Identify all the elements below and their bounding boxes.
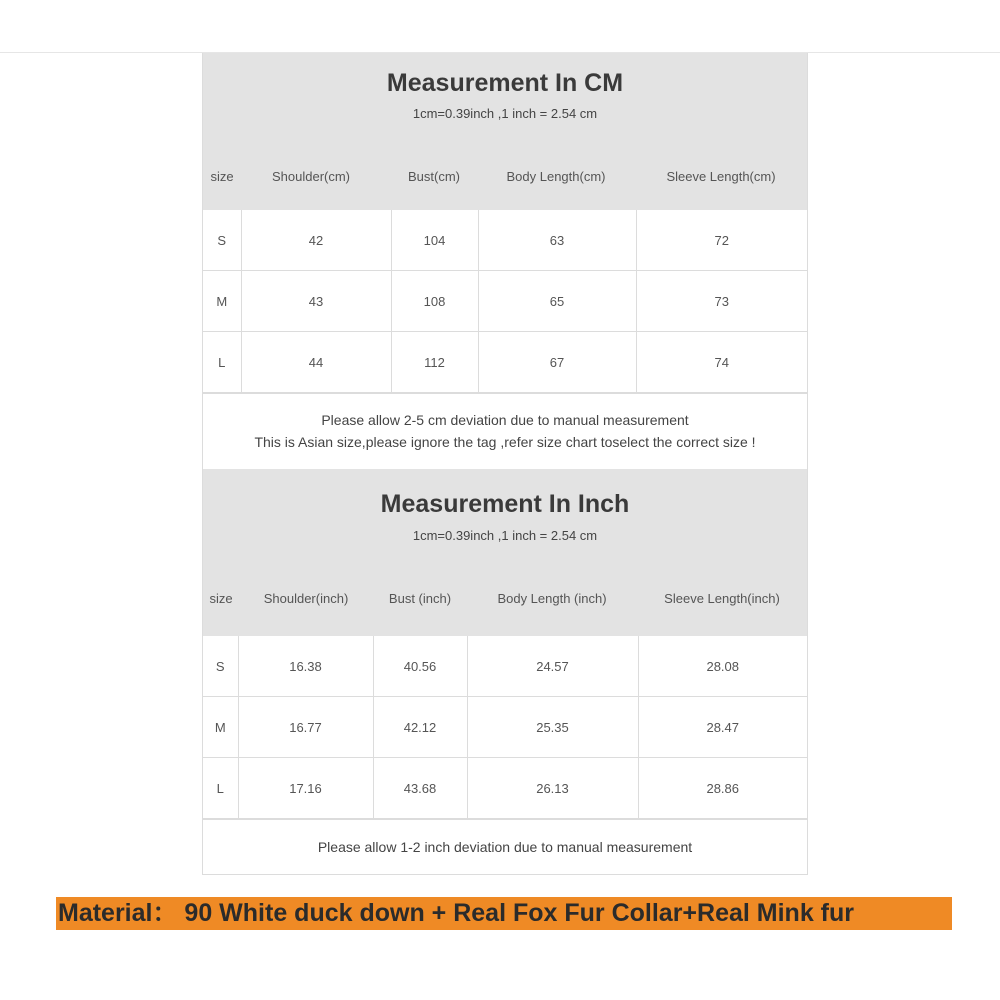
cm-header-size: size [210,169,234,184]
shoulder-cell: 17.16 [238,758,373,819]
cm-header [203,53,807,210]
size-cell: L [203,758,238,819]
sleeve-length-cell: 28.86 [638,758,807,819]
inch-title: Measurement In Inch [380,490,630,518]
bust-cell: 112 [391,332,478,393]
sleeve-length-cell: 72 [636,210,807,271]
cm-conversion: 1cm=0.39inch ,1 inch = 2.54 cm [412,106,598,121]
material-banner: Material： 90 White duck down + Real Fox Fur Collar+Real Mink fur [56,897,952,930]
sleeve-length-cell: 28.08 [638,636,807,697]
cm-note-line: This is Asian size,please ignore the tag ,refer size chart toselect the correct size ! [254,434,756,450]
inch-header-body-length: Body Length (inch) [497,591,607,606]
size-cell: L [203,332,241,393]
size-cell: S [203,210,241,271]
inch-note-line: Please allow 1-2 inch deviation due to manual measurement [317,839,693,855]
bust-cell: 104 [391,210,478,271]
bust-cell: 40.56 [373,636,467,697]
inch-header [203,469,807,636]
cm-header-body-length: Body Length(cm) [506,169,606,184]
cm-header-sleeve-length: Sleeve Length(cm) [666,169,776,184]
table-row [203,636,807,697]
shoulder-cell: 16.38 [238,636,373,697]
inch-column-headers [203,591,807,611]
size-cell: S [203,636,238,697]
body-length-cell: 25.35 [467,697,638,758]
body-length-cell: 24.57 [467,636,638,697]
cm-table [203,210,807,393]
inch-header-shoulder: Shoulder(inch) [263,591,349,606]
bust-cell: 43.68 [373,758,467,819]
table-row [203,271,807,332]
bust-cell: 42.12 [373,697,467,758]
inch-conversion: 1cm=0.39inch ,1 inch = 2.54 cm [412,528,598,543]
sleeve-length-cell: 74 [636,332,807,393]
inch-header-sleeve-length: Sleeve Length(inch) [664,591,780,606]
cm-header-shoulder: Shoulder(cm) [271,169,351,184]
table-row [203,210,807,271]
inch-note [203,819,807,875]
cm-title: Measurement In CM [386,69,624,97]
inch-table [203,636,807,819]
inch-header-bust: Bust (inch) [388,591,452,606]
table-row [203,697,807,758]
inch-header-size: size [209,591,233,606]
size-chart [202,53,808,875]
size-cell: M [203,271,241,332]
shoulder-cell: 16.77 [238,697,373,758]
table-row [203,758,807,819]
body-length-cell: 26.13 [467,758,638,819]
shoulder-cell: 43 [241,271,391,332]
cm-header-bust: Bust(cm) [408,169,460,184]
body-length-cell: 63 [478,210,636,271]
shoulder-cell: 42 [241,210,391,271]
body-length-cell: 65 [478,271,636,332]
size-cell: M [203,697,238,758]
sleeve-length-cell: 73 [636,271,807,332]
cm-column-headers [203,169,807,189]
cm-note [203,393,807,469]
sleeve-length-cell: 28.47 [638,697,807,758]
cm-note-line: Please allow 2-5 cm deviation due to manual measurement [321,412,689,428]
shoulder-cell: 44 [241,332,391,393]
table-row [203,332,807,393]
body-length-cell: 67 [478,332,636,393]
bust-cell: 108 [391,271,478,332]
